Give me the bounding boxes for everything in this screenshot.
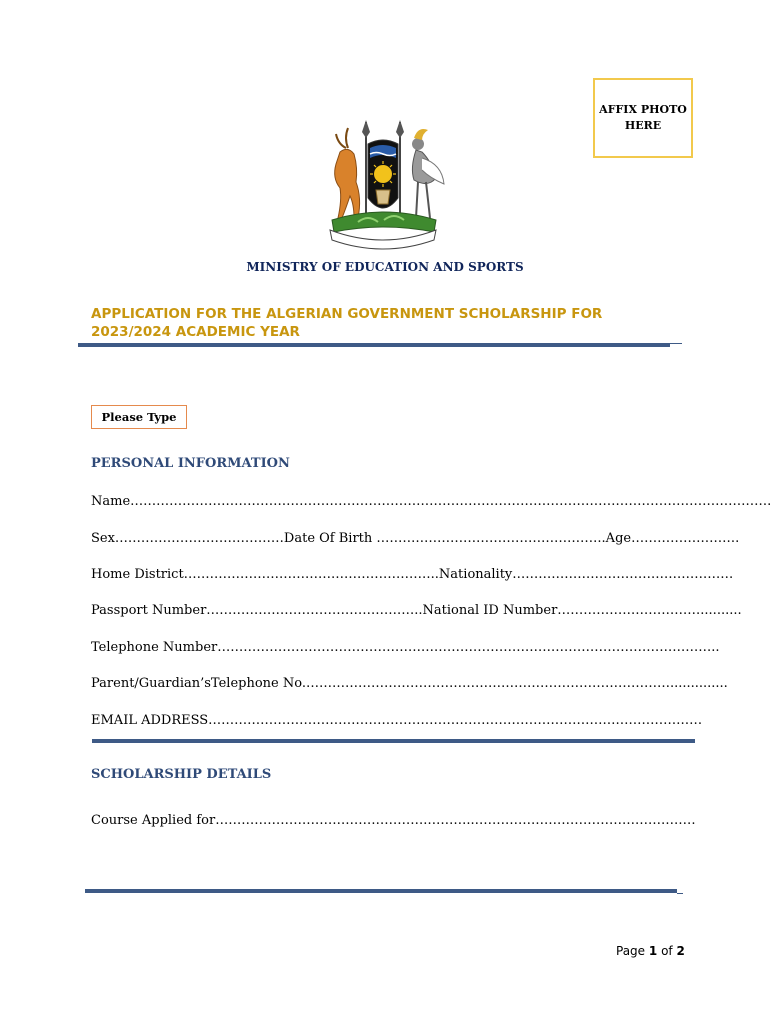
district-nationality-field[interactable]: Home District…………………………………………………..Nationality……………………………………………: [91, 567, 734, 582]
ministry-heading: MINISTRY OF EDUCATION AND SPORTS: [246, 260, 524, 274]
of-label: of: [661, 944, 673, 958]
application-title-line1: APPLICATION FOR THE ALGERIAN GOVERNMENT SCHOLARSHIP FOR: [91, 306, 603, 322]
guardian-telephone-field[interactable]: Parent/Guardian’sTelephone No.…………………………………………………………………………..............: [91, 676, 728, 691]
page-current: 1: [648, 944, 658, 958]
uganda-coat-of-arms: [318, 118, 448, 250]
sex-dob-age-field[interactable]: Sex…………………………………Date Of Birth ……………………………………………..Age…………………….: [91, 531, 740, 546]
please-type-box: Please Type: [91, 405, 187, 429]
scholarship-details-heading: SCHOLARSHIP DETAILS: [91, 767, 272, 782]
affix-photo-line1: AFFIX PHOTO: [599, 103, 687, 116]
personal-divider: [92, 739, 695, 743]
affix-photo-box: [593, 78, 693, 158]
title-divider-tail: [670, 343, 682, 344]
title-divider: [78, 343, 670, 347]
email-field[interactable]: EMAIL ADDRESS……………………………………………………………………………………………………: [91, 713, 703, 728]
page-label: Page: [616, 944, 646, 958]
personal-information-heading: PERSONAL INFORMATION: [91, 456, 290, 471]
application-title: [91, 305, 671, 341]
application-title-line2: 2023/2024 ACADEMIC YEAR: [91, 324, 300, 340]
name-field[interactable]: Name………………………………………………………………………………………………………………………………….: [91, 494, 771, 509]
page-number: [616, 944, 685, 958]
passport-nid-field[interactable]: Passport Number…………………………………………..National ID Number……………………………..........: [91, 603, 742, 618]
affix-photo-line2: HERE: [624, 119, 662, 132]
scholarship-divider: [85, 889, 677, 893]
telephone-field[interactable]: Telephone Number……………………………………………………………………………………………………..: [91, 640, 720, 655]
course-applied-field[interactable]: Course Applied for………………………………………….………..……………………………………………: [91, 813, 696, 828]
scholarship-divider-tail: [677, 893, 683, 894]
page-total: 2: [676, 944, 685, 958]
